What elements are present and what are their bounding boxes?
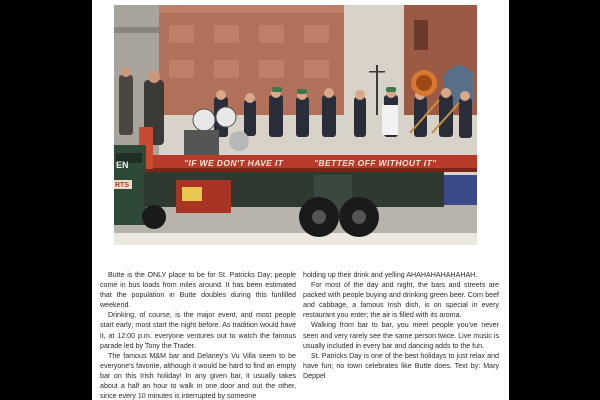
parade-photo (114, 5, 477, 245)
article-paragraph: For most of the day and night, the bars and streets are packed with people buying and drinking green beer. Corn beef and cabbage, a famous Irish dish, is on special in every restaurant you enter; the air is filled with its aroma. (303, 281, 499, 320)
article-paragraph: The famous M&M bar and Delaney's Vu Villa seem to be everyone's favorite, although it would be hard to find an empty bar on this Irish holiday! In any given bar, it usually takes about a half an hour to walk in one door and out the other, since every 10 minutes is interrupted by someone (100, 351, 296, 400)
article-paragraph: Walking from bar to bar, you meet people you've never seen and very rarely see the same person twice. Live music is usually included in every bar and dancing adds to the fun. (303, 321, 499, 350)
cab-sign: RTS (115, 182, 129, 189)
article-paragraph: Drinking, of course, is the major event, and most people start early; most start the night before. As tradition would have it, at 12:00 p.m. everyone ventures out to watch the famous parade led by Tony the Trader. (100, 311, 296, 350)
magazine-page (92, 0, 509, 400)
article-paragraph: Butte is the ONLY place to be for St. Patricks Day; people come in bus loads from miles around. It has been estimated that the population in Butte doubles during this funfilled weekend. (100, 271, 296, 310)
article-column-right (303, 270, 499, 381)
article-paragraph: St. Patricks Day is one of the best holidays to just relax and have fun; no town celebrates like Butte does. Text by: Mary Deppel (303, 351, 499, 380)
cab-lettering: EN (116, 160, 129, 170)
article-column-left (100, 270, 296, 400)
parade-truck-illustration (114, 5, 477, 245)
banner-lettering-left: "IF WE DON'T HAVE IT (184, 158, 284, 168)
article-paragraph: holding up their drink and yelling AHAHAHAHAHAHAH. (303, 271, 478, 279)
banner-lettering-right: "BETTER OFF WITHOUT IT" (314, 158, 437, 168)
